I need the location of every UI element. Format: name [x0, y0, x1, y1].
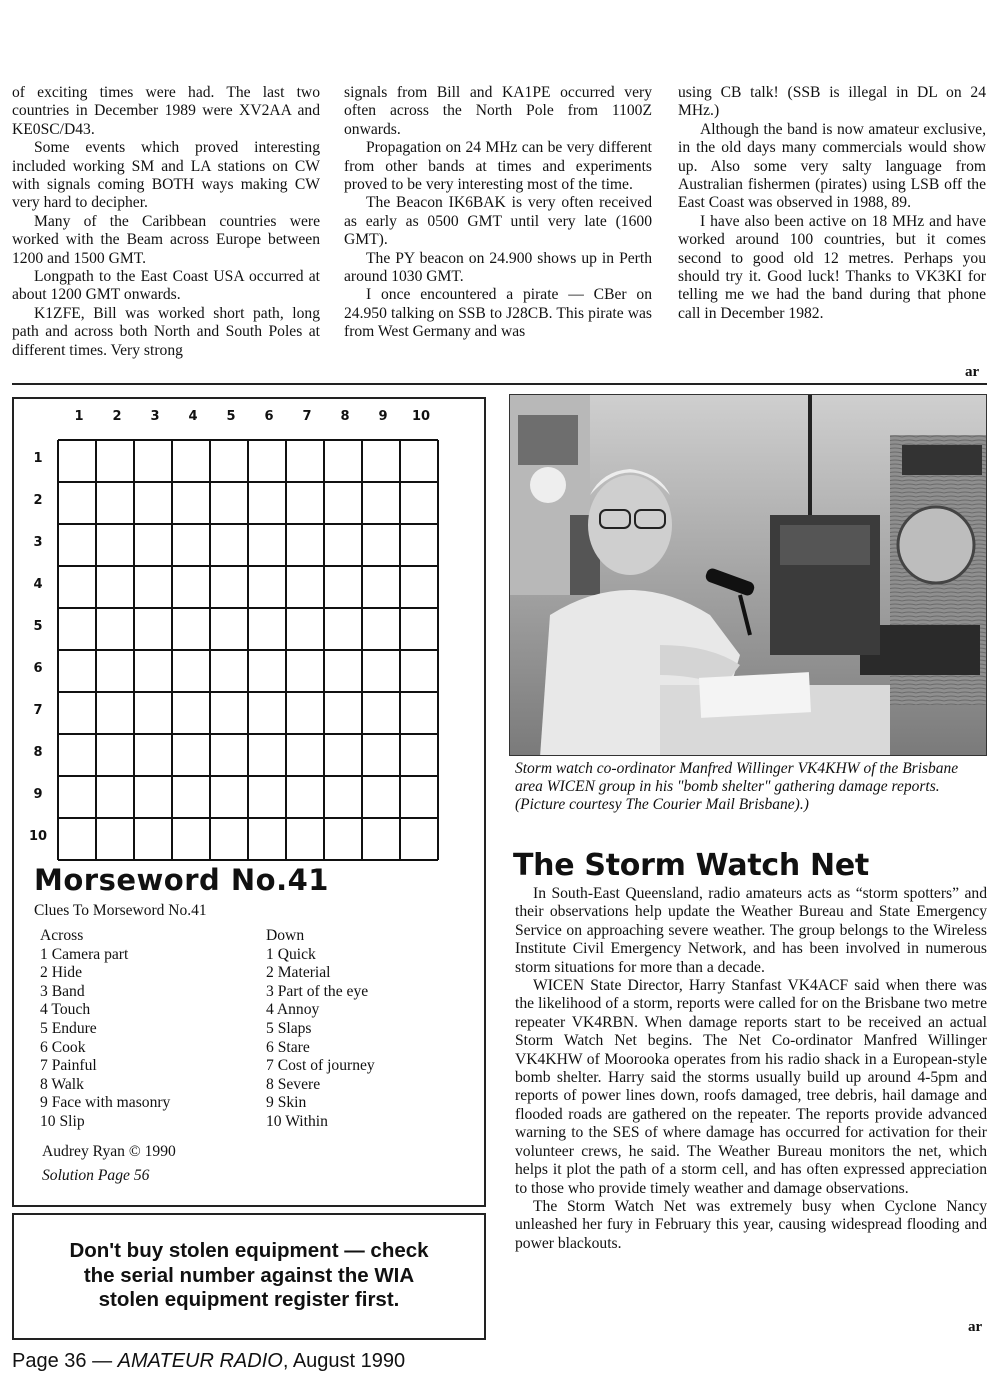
down-clues: [266, 927, 375, 1132]
article-column-2: [344, 84, 652, 342]
grid-row-number: 7: [33, 703, 43, 718]
paragraph: I once encountered a pirate — CBer on 24.950 talking on SSB to J28CB. This pirate was from West Germany and was: [344, 286, 652, 341]
article-column-3: [678, 84, 986, 323]
paragraph: The Beacon IK6BAK is very often received as early as 0500 GMT until very late (1600 GMT).: [344, 194, 652, 249]
clue: 5 Endure: [40, 1019, 97, 1037]
stolen-equipment-notice: [12, 1213, 486, 1340]
photo-caption: Storm watch co-ordinator Manfred Willinger VK4KHW of the Brisbane area WICEN group in his "bomb shelter" gathering damage reports. (Picture courtesy The Courier Mail Brisbane).): [515, 760, 959, 813]
clue: 3 Band: [40, 982, 85, 1000]
issue-date: , August 1990: [282, 1350, 406, 1372]
clue: 6 Stare: [266, 1038, 310, 1056]
paragraph: The PY beacon on 24.900 shows up in Perth around 1030 GMT.: [344, 249, 652, 286]
clue: 4 Annoy: [266, 1001, 320, 1019]
across-clues: [40, 927, 170, 1132]
paragraph: Although the band is now amateur exclusive, in the old days many commercials would show up. Also some very salty language from Australian fishermen (pirates) using LSB off the East Coast was observed in 1988, 89.: [678, 120, 986, 212]
puzzle-title: Morseword No.41: [34, 863, 329, 897]
paragraph: In South-East Queensland, radio amateurs acts as “storm spotters” and their observations help update the Weather Bureau and State Emergency Service on approaching severe weather. The group belongs to the Wireless Institute Civil Emergency Network, and has been involved in numerous storm situations for more than a decade.: [515, 885, 987, 976]
article-column-1: [12, 84, 320, 360]
clue: 7 Cost of journey: [266, 1057, 375, 1075]
grid-column-numbers: [60, 409, 440, 429]
grid-col-number: 6: [264, 409, 274, 424]
clue: 8 Severe: [266, 1075, 321, 1093]
grid-row-number: 2: [33, 493, 43, 508]
puzzle-grid[interactable]: [57, 439, 439, 859]
puzzle-credit: Audrey Ryan © 1990: [42, 1143, 176, 1160]
notice-text: [14, 1239, 484, 1313]
section-divider: [12, 383, 987, 385]
grid-col-number: 2: [112, 409, 122, 424]
notice-line: Don't buy stolen equipment — check: [69, 1239, 429, 1262]
grid-col-number: 5: [226, 409, 236, 424]
down-header: Down: [266, 927, 305, 944]
paragraph: Many of the Caribbean countries were worked with the Beam across Europe between 1200 and 1500 GMT.: [12, 212, 320, 267]
grid-row-number: 6: [33, 661, 43, 676]
paragraph: I have also been active on 18 MHz and have worked around 100 countries, but it comes second to good old 12 metres. Perhaps you should try it. Good luck! Thanks to VK3KI for telling me we had the band during that phone call in December 1982.: [678, 212, 986, 322]
clue: 2 Material: [266, 964, 331, 982]
paragraph: Propagation on 24 MHz can be very different from other bands at times and experiments proved to be very interesting most of the time.: [344, 139, 652, 194]
clue: 5 Slaps: [266, 1019, 312, 1037]
grid-col-number: 8: [340, 409, 350, 424]
clue: 1 Camera part: [40, 945, 129, 963]
article-end-mark: ar: [968, 1319, 983, 1335]
clue: 4 Touch: [40, 1001, 91, 1019]
clue: 10 Slip: [40, 1112, 85, 1130]
across-header: Across: [40, 927, 84, 944]
grid-row-number: 4: [33, 577, 43, 592]
article-end-mark: ar: [965, 364, 980, 380]
paragraph: signals from Bill and KA1PE occurred very often across the North Pole from 1100Z onwards.: [344, 84, 652, 138]
grid-col-number: 1: [74, 409, 84, 424]
paragraph: of exciting times were had. The last two countries in December 1989 were XV2AA and KE0SC/D43.: [12, 84, 320, 138]
paragraph: using CB talk! (SSB is illegal in DL on 24 MHz.): [678, 84, 986, 120]
grid-row-number: 9: [33, 787, 43, 802]
grid-col-number: 9: [378, 409, 388, 424]
page-footer: [12, 1350, 405, 1373]
page-number: Page 36 —: [12, 1350, 118, 1372]
grid-row-number: 8: [33, 745, 43, 760]
photo-illustration: [510, 395, 987, 756]
grid-row-number: 3: [33, 535, 43, 550]
clue: 3 Part of the eye: [266, 982, 369, 1000]
grid-row-numbers: [24, 438, 54, 858]
grid-col-number: 4: [188, 409, 198, 424]
clue: 2 Hide: [40, 964, 83, 982]
clue: 9 Skin: [266, 1094, 307, 1112]
magazine-name: AMATEUR RADIO: [117, 1350, 283, 1372]
article-body: [515, 885, 987, 1253]
paragraph: K1ZFE, Bill was worked short path, long path and across both North and South Poles at different times. Very strong: [12, 304, 320, 359]
paragraph: Longpath to the East Coast USA occurred at about 1200 GMT onwards.: [12, 268, 320, 304]
solution-reference: Solution Page 56: [42, 1167, 150, 1184]
notice-line: stolen equipment register first.: [98, 1288, 400, 1311]
clue: 10 Within: [266, 1112, 328, 1130]
grid-row-number: 10: [28, 829, 48, 844]
puzzle-subtitle: Clues To Morseword No.41: [34, 902, 207, 919]
paragraph: WICEN State Director, Harry Stanfast VK4ACF said when there was the likelihood of a storm, reports were called for on the Brisbane two metre repeater VK4RBN. When damage reports start to be received an actual Storm Watch Net begins. The Net Co-ordinator Manfred Willinger VK4KHW of Moorooka operates from his radio shack in a European-style bomb shelter. Harry said the storms usually build up around 4-5pm and reports of power lines down, roofs damaged, tree debris, hail damage and flooded roads are gathered on the repeater. The reports provide advanced warning to the SES of where damage has occurred for activation for their volunteer crews, he said. The Weather Bureau monitors the net, which helps it plot the path of a storm cell, and has often expressed appreciation to those who provide timely weather and damage observations.: [515, 977, 987, 1197]
paragraph: Some events which proved interesting included working SM and LA stations on CW with signals coming BOTH ways making CW very hard to decipher.: [12, 139, 320, 212]
clue: 9 Face with masonry: [40, 1094, 171, 1112]
grid-lines: [57, 439, 439, 861]
grid-col-number: 10: [411, 409, 431, 424]
photo-radio-operator: [509, 394, 987, 756]
clue: 7 Painful: [40, 1057, 97, 1075]
clue: 1 Quick: [266, 945, 316, 963]
grid-row-number: 5: [33, 619, 43, 634]
grid-col-number: 3: [150, 409, 160, 424]
article-title: The Storm Watch Net: [513, 848, 869, 883]
grid-row-number: 1: [33, 451, 43, 466]
paragraph: The Storm Watch Net was extremely busy when Cyclone Nancy unleashed her fury in February this year, causing widespread flooding and power blackouts.: [515, 1197, 987, 1252]
morseword-puzzle: [12, 397, 486, 1207]
grid-col-number: 7: [302, 409, 312, 424]
clue: 6 Cook: [40, 1038, 86, 1056]
clue: 8 Walk: [40, 1075, 84, 1093]
notice-line: the serial number against the WIA: [83, 1263, 415, 1287]
